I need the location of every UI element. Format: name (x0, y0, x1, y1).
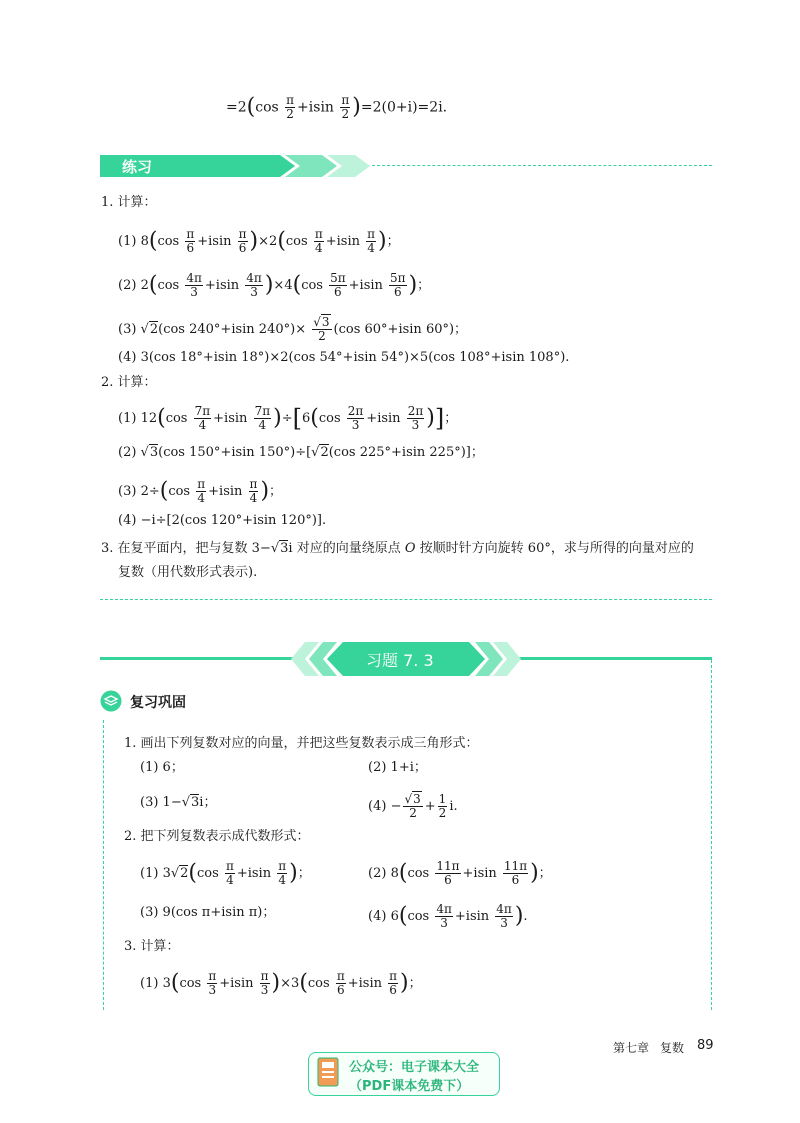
paren: ( (310, 405, 319, 431)
eq-text: +isin (454, 909, 490, 924)
numerator: π (238, 227, 247, 241)
eq-text: cos (255, 99, 279, 116)
exercise-q1-1: (1) 6； (140, 760, 184, 775)
numerator: 7π (254, 404, 271, 418)
denominator: 4 (197, 491, 206, 505)
denominator: 4 (367, 241, 375, 255)
item-number: (4) (118, 513, 137, 528)
eq-text: (cos 60°+isin 60°)； (333, 322, 468, 337)
exercise-q2-3: (3) 9(cos π+isin π)； (140, 905, 276, 920)
eq-text: ； (297, 866, 311, 881)
item-number: (4) (118, 350, 137, 365)
eq-text: +isin (236, 866, 272, 881)
eq-text: . (523, 909, 528, 924)
paren: ( (292, 272, 302, 298)
item-number: (1) (118, 234, 137, 249)
radicand: 3 (321, 315, 330, 329)
denominator: 3 (440, 916, 448, 930)
practice-q2-1 (118, 405, 457, 432)
paren: ) (260, 478, 270, 504)
paren: ) (289, 860, 298, 886)
item-number: (2) (368, 866, 387, 881)
eq-text: − (390, 799, 402, 814)
numerator: π (249, 477, 258, 491)
exercise-banner-line-left (100, 657, 295, 660)
paren: ( (159, 478, 169, 504)
eq-text: + (424, 799, 436, 814)
paren: ) (264, 272, 274, 298)
denominator: 2 (341, 107, 350, 121)
top-equation (226, 94, 447, 121)
denominator: 3 (190, 285, 198, 299)
numerator: 4π (496, 902, 512, 916)
eq-text: 3 (162, 976, 171, 991)
fraction (225, 860, 235, 887)
eq-text: (cos 150°+isin 150°)÷[ (158, 445, 312, 460)
eq-text: 3. 在复平面内，把与复数 3− (101, 541, 271, 556)
denominator: 6 (334, 285, 342, 299)
eq-text: 3 (162, 866, 171, 881)
item-number: (4) (368, 909, 387, 924)
exercise-box-right-border (711, 660, 712, 1010)
fraction (366, 228, 376, 255)
eq-text: +isin (325, 234, 360, 249)
practice-q1-label: 1. 计算： (101, 195, 157, 210)
fraction (389, 272, 407, 299)
fraction (435, 860, 460, 887)
numerator: 5π (390, 271, 406, 285)
fraction (347, 405, 365, 432)
fraction (245, 272, 263, 299)
denominator: 3 (500, 916, 508, 930)
numerator: 2π (407, 404, 424, 418)
item-number: (1) (140, 866, 159, 881)
eq-text: ； (408, 976, 422, 991)
eq-text: +isin (347, 976, 382, 991)
denominator: 6 (238, 241, 247, 255)
fraction (285, 94, 295, 121)
fraction (336, 970, 346, 997)
numerator: π (278, 859, 287, 873)
numerator: π (389, 969, 398, 983)
fraction (314, 228, 324, 255)
practice-q2-2: (2) √3(cos 150°+isin 150°)÷[√2(cos 225°+isin 225°)]； (118, 445, 484, 460)
eq-text: 6 (301, 411, 311, 426)
eq-text: 2÷ (140, 484, 160, 499)
origin-label: O (404, 541, 416, 556)
exercise-q3-label: 3. 计算： (124, 939, 180, 954)
eq-text: cos (197, 866, 219, 881)
bracket: ] (434, 404, 445, 433)
radicand: 3 (149, 445, 159, 460)
exercise-q3-1 (140, 970, 422, 997)
eq-text: +isin (348, 278, 383, 293)
denominator: 4 (314, 241, 323, 255)
eq-text: (cos 240°+isin 240°)× (158, 322, 307, 337)
eq-text: 按顺时针方向旋转 60°，求与所得的向量对应的 (415, 541, 694, 556)
paren: ( (246, 94, 256, 120)
fraction (207, 970, 217, 997)
eq-text: +isin (219, 976, 254, 991)
paren: ) (408, 272, 418, 298)
numerator: 4π (186, 271, 202, 285)
paren: ) (271, 970, 281, 996)
item-number: (1) (140, 976, 159, 991)
denominator: 2 (409, 806, 417, 820)
eq-text: cos (285, 234, 308, 249)
paren: ) (352, 94, 361, 120)
eq-text: cos (407, 866, 430, 881)
radicand: 2 (180, 866, 189, 881)
practice-q2-label: 2. 计算： (101, 375, 157, 390)
numerator: √3 (313, 315, 330, 329)
fraction (340, 94, 350, 121)
practice-q1-2 (118, 272, 430, 299)
paren: ( (157, 405, 166, 431)
page-number: 89 (697, 1038, 714, 1053)
numerator: π (260, 969, 269, 983)
numerator: π (314, 227, 323, 241)
paren: ( (398, 903, 408, 929)
eq-text: (3) 1− (140, 795, 182, 810)
eq-text: =2 (226, 99, 247, 116)
eq-text: −i÷[2(cos 120°+isin 120°)]. (140, 513, 327, 528)
fraction (435, 903, 453, 930)
eq-text: cos (168, 484, 191, 499)
eq-text: ； (386, 234, 400, 249)
denominator: 3 (351, 418, 360, 432)
denominator: 3 (260, 983, 269, 997)
practice-title: 练习 (122, 158, 153, 176)
eq-text: i； (199, 795, 217, 810)
practice-q1-3: (3) √2(cos 240°+isin 240°)× $\frac{√3}{2}$ (cos 60°+isin 60°)； (118, 315, 468, 343)
exercise-title-banner (291, 642, 521, 676)
eq-text: 6 (390, 909, 399, 924)
practice-q3: 3. 在复平面内，把与复数 3−√3i 对应的向量绕原点 O 按顺时针方向旋转 60°，求与所得的向量对应的 (101, 541, 694, 556)
practice-header (100, 155, 370, 177)
eq-text: cos (165, 411, 188, 426)
numerator: π (286, 93, 295, 107)
radicand: 3 (280, 541, 289, 556)
eq-text: +isin (213, 411, 248, 426)
practice-q2-3 (118, 478, 282, 505)
numerator: π (208, 969, 217, 983)
exercise-title: 习题 7. 3 (366, 651, 434, 670)
numerator: 7π (194, 404, 211, 418)
denominator: 4 (249, 491, 258, 505)
fraction (196, 478, 206, 505)
numerator: 11π (503, 859, 528, 873)
fraction (403, 793, 422, 820)
eq-text: +isin (462, 866, 497, 881)
numerator: π (186, 227, 195, 241)
numerator: 5π (330, 271, 346, 285)
eq-text: ×2 (258, 234, 278, 249)
eq-text: +isin (297, 99, 334, 116)
paren: ) (530, 860, 539, 886)
practice-q2-4 (118, 511, 326, 531)
denominator: 6 (393, 285, 402, 299)
eq-text: cos (318, 411, 341, 426)
fraction (260, 970, 270, 997)
review-heading: 复习巩固 (130, 695, 186, 711)
eq-text: 2 (140, 278, 149, 293)
fraction (249, 478, 259, 505)
book-icon (315, 1056, 343, 1090)
fraction (277, 860, 287, 887)
item-number: (4) (368, 799, 387, 814)
item-number: (2) (118, 445, 137, 460)
exercise-q1-4 (368, 793, 458, 820)
eq-text: 12 (140, 411, 158, 426)
practice-bottom-divider (100, 599, 712, 600)
eq-text: ； (417, 278, 431, 293)
eq-text: 8 (390, 866, 399, 881)
eq-text: ÷ (281, 411, 293, 426)
denominator: 4 (258, 418, 267, 432)
eq-text: cos (157, 234, 180, 249)
exercise-q2-label: 2. 把下列复数表示成代数形式： (124, 829, 310, 844)
eq-text: ×3 (280, 976, 300, 991)
eq-text: 3(cos 18°+isin 18°)×2(cos 54°+isin 54°)×5(cos 108°+isin 108°). (140, 350, 570, 365)
paren: ( (148, 272, 158, 298)
fraction (407, 405, 425, 432)
eq-text: +isin (197, 234, 232, 249)
exercise-box-left-border (103, 720, 104, 1010)
watermark-stamp (308, 1052, 500, 1096)
eq-text: ×4 (273, 278, 293, 293)
paren: ( (170, 970, 180, 996)
numerator: π (336, 969, 345, 983)
practice-q1-4 (118, 348, 569, 368)
denominator: 6 (389, 983, 397, 997)
paren: ) (378, 228, 387, 254)
eq-text: cos (179, 976, 202, 991)
eq-text: i 对应的向量绕原点 (288, 541, 405, 556)
item-number: (1) (118, 411, 137, 426)
footer-topic: 复数 (660, 1041, 685, 1055)
denominator: 4 (198, 418, 207, 432)
numerator: 4π (246, 271, 262, 285)
fraction (495, 903, 513, 930)
numerator: 4π (436, 902, 452, 916)
radicand: 2 (320, 445, 329, 460)
fraction (185, 272, 203, 299)
radicand: 3 (413, 792, 421, 806)
eq-text: ； (269, 484, 283, 499)
denominator: 2 (318, 329, 326, 343)
eq-text: cos (301, 278, 323, 293)
denominator: 6 (511, 873, 520, 887)
paren: ( (398, 860, 408, 886)
paren: ( (188, 860, 198, 886)
denominator: 3 (250, 285, 258, 299)
exercise-q1-3: (3) 1−√3i； (140, 795, 217, 810)
eq-text: ； (538, 866, 552, 881)
item-number: (3) (118, 322, 137, 337)
fraction (194, 405, 212, 432)
eq-text: =2(0+i)=2i. (360, 99, 448, 116)
eq-text: cos (157, 278, 180, 293)
numerator: π (197, 477, 206, 491)
fraction (238, 228, 248, 255)
numerator: π (367, 227, 376, 241)
denominator: 3 (411, 418, 420, 432)
footer-chapter: 第七章 (613, 1041, 650, 1055)
fraction (388, 970, 398, 997)
denominator: 6 (336, 983, 345, 997)
eq-text: cos (407, 909, 430, 924)
watermark-line2: （PDF课本免费下） (349, 1079, 470, 1094)
fraction (438, 793, 448, 820)
numerator: √3 (404, 792, 421, 806)
paren: ) (273, 405, 282, 431)
layers-icon (100, 690, 122, 712)
denominator: 4 (278, 873, 286, 887)
numerator: π (341, 93, 350, 107)
denominator: 2 (286, 107, 294, 121)
eq-text: +isin (208, 484, 243, 499)
exercise-q2-2 (368, 860, 552, 887)
eq-text: +isin (204, 278, 240, 293)
paren: ( (277, 228, 286, 254)
eq-text: 8 (140, 234, 149, 249)
radicand: 2 (149, 322, 159, 337)
numerator: 1 (438, 792, 447, 806)
item-number: (2) (118, 278, 137, 293)
denominator: 4 (226, 873, 234, 887)
exercise-q1-2: (2) 1+i； (368, 760, 427, 775)
exercise-q2-4 (368, 903, 528, 930)
practice-q3-line2: 复数（用代数形式表示). (118, 565, 258, 580)
radicand: 3 (191, 795, 200, 810)
paren: ) (514, 903, 524, 929)
practice-top-divider (372, 165, 712, 166)
item-number: (3) (118, 484, 137, 499)
exercise-q1-label: 1. 画出下列复数对应的向量，并把这些复数表示成三角形式： (124, 736, 479, 751)
numerator: π (225, 859, 234, 873)
paren: ) (400, 970, 409, 996)
exercise-q2-1: (1) 3√2(cos $\frac{\pi}{4}$ +isin $\frac{\pi}{4}$ )； (140, 859, 311, 887)
numerator: 2π (347, 404, 364, 418)
fraction (254, 405, 272, 432)
fraction (312, 316, 331, 343)
denominator: 3 (208, 983, 217, 997)
denominator: 6 (444, 873, 452, 887)
eq-text: i. (449, 799, 458, 814)
fraction (503, 860, 528, 887)
paren: ) (249, 228, 259, 254)
watermark-line1: 公众号：电子课本大全 (349, 1060, 480, 1075)
eq-text: +isin (366, 411, 401, 426)
denominator: 2 (438, 806, 447, 820)
exercise-banner-line-right (517, 657, 712, 660)
paren: ( (148, 228, 158, 254)
fraction (185, 228, 195, 255)
fraction (329, 272, 347, 299)
paren: ( (299, 970, 308, 996)
practice-q1-1 (118, 228, 400, 255)
bracket: [ (292, 404, 302, 433)
eq-text: cos (307, 976, 330, 991)
eq-text: (cos 225°+isin 225°)]； (328, 445, 484, 460)
eq-text: ； (444, 411, 458, 426)
denominator: 6 (186, 241, 195, 255)
numerator: 11π (436, 859, 460, 873)
paren: ) (426, 405, 435, 431)
